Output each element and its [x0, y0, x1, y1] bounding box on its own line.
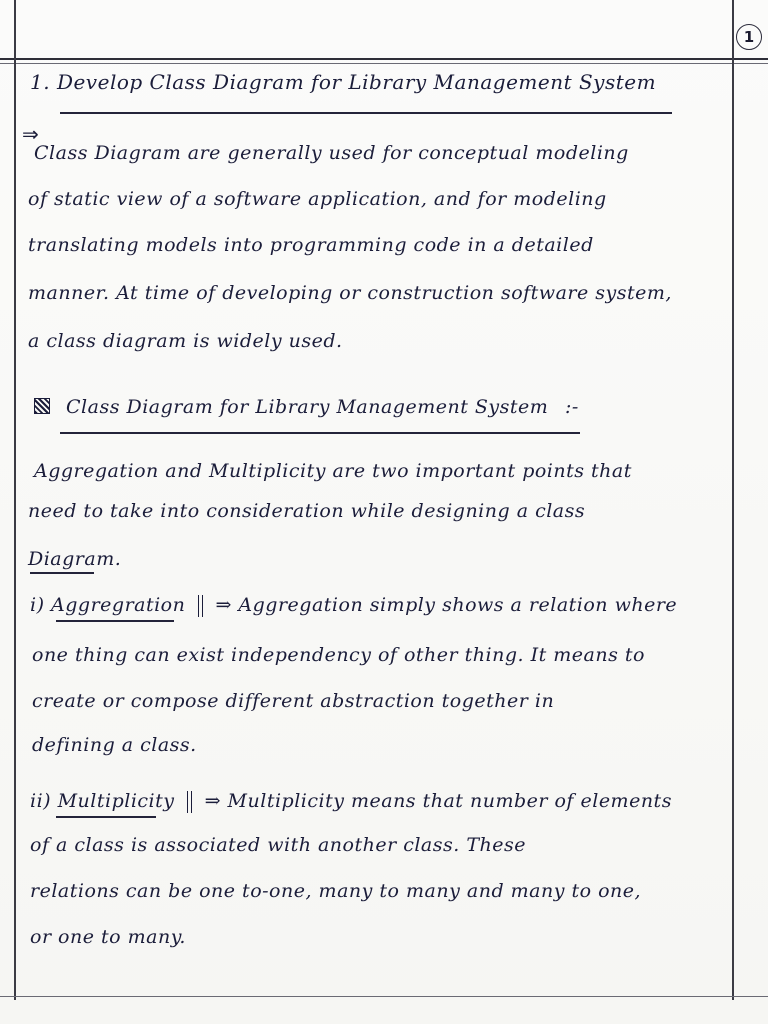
- intro-line-2: of static view of a software application, and for modeling: [28, 188, 607, 210]
- section-title: Class Diagram for Library Management System: [66, 396, 549, 418]
- multiplicity-row: [30, 790, 672, 813]
- section-bullet-icon: [34, 398, 50, 414]
- aggregation-divider: [198, 595, 203, 617]
- multiplicity-line-3: relations can be one to-one, many to many and many to one,: [30, 880, 642, 902]
- aggregation-label: i) Aggregration: [30, 594, 186, 616]
- multiplicity-divider: [187, 791, 192, 813]
- left-margin-line: [14, 0, 16, 1000]
- top-rule-line-secondary: [0, 63, 768, 64]
- intro-line-3: translating models into programming code in a detailed: [28, 234, 594, 256]
- diagram-word-underline: [30, 572, 94, 574]
- page-number-circle: [736, 24, 762, 50]
- section-line-1: Aggregation and Multiplicity are two important points that: [34, 460, 632, 482]
- aggregation-line-4: defining a class.: [32, 734, 197, 756]
- intro-line-5: a class diagram is widely used.: [28, 330, 343, 352]
- intro-arrow-icon: ⇒: [22, 122, 39, 146]
- multiplicity-line-2: of a class is associated with another class. These: [30, 834, 526, 856]
- section-title-colon: :-: [565, 396, 579, 418]
- intro-line-4: manner. At time of developing or construction software system,: [28, 282, 672, 304]
- multiplicity-label-underline: [56, 816, 156, 818]
- aggregation-row: [30, 594, 677, 617]
- page-title: 1. Develop Class Diagram for Library Management System: [30, 70, 657, 94]
- intro-line-1: Class Diagram are generally used for conceptual modeling: [34, 142, 629, 164]
- multiplicity-label: ii) Multiplicity: [30, 790, 175, 812]
- page-number: 1: [743, 28, 755, 46]
- aggregation-first-line: ⇒ Aggregation simply shows a relation where: [215, 594, 678, 616]
- aggregation-line-2: one thing can exist independency of other thing. It means to: [32, 644, 645, 666]
- section-line-2: need to take into consideration while designing a class: [28, 500, 586, 522]
- right-margin-line: [732, 0, 734, 1000]
- section-title-underline: [60, 432, 580, 434]
- aggregation-line-3: create or compose different abstraction together in: [32, 690, 555, 712]
- bottom-rule-line: [0, 996, 768, 997]
- title-underline: [60, 112, 672, 114]
- aggregation-label-underline: [56, 620, 174, 622]
- multiplicity-first-line: ⇒ Multiplicity means that number of elements: [204, 790, 672, 812]
- multiplicity-line-4: or one to many.: [30, 926, 186, 948]
- top-rule-line: [0, 58, 768, 60]
- section-line-3: Diagram.: [28, 548, 122, 570]
